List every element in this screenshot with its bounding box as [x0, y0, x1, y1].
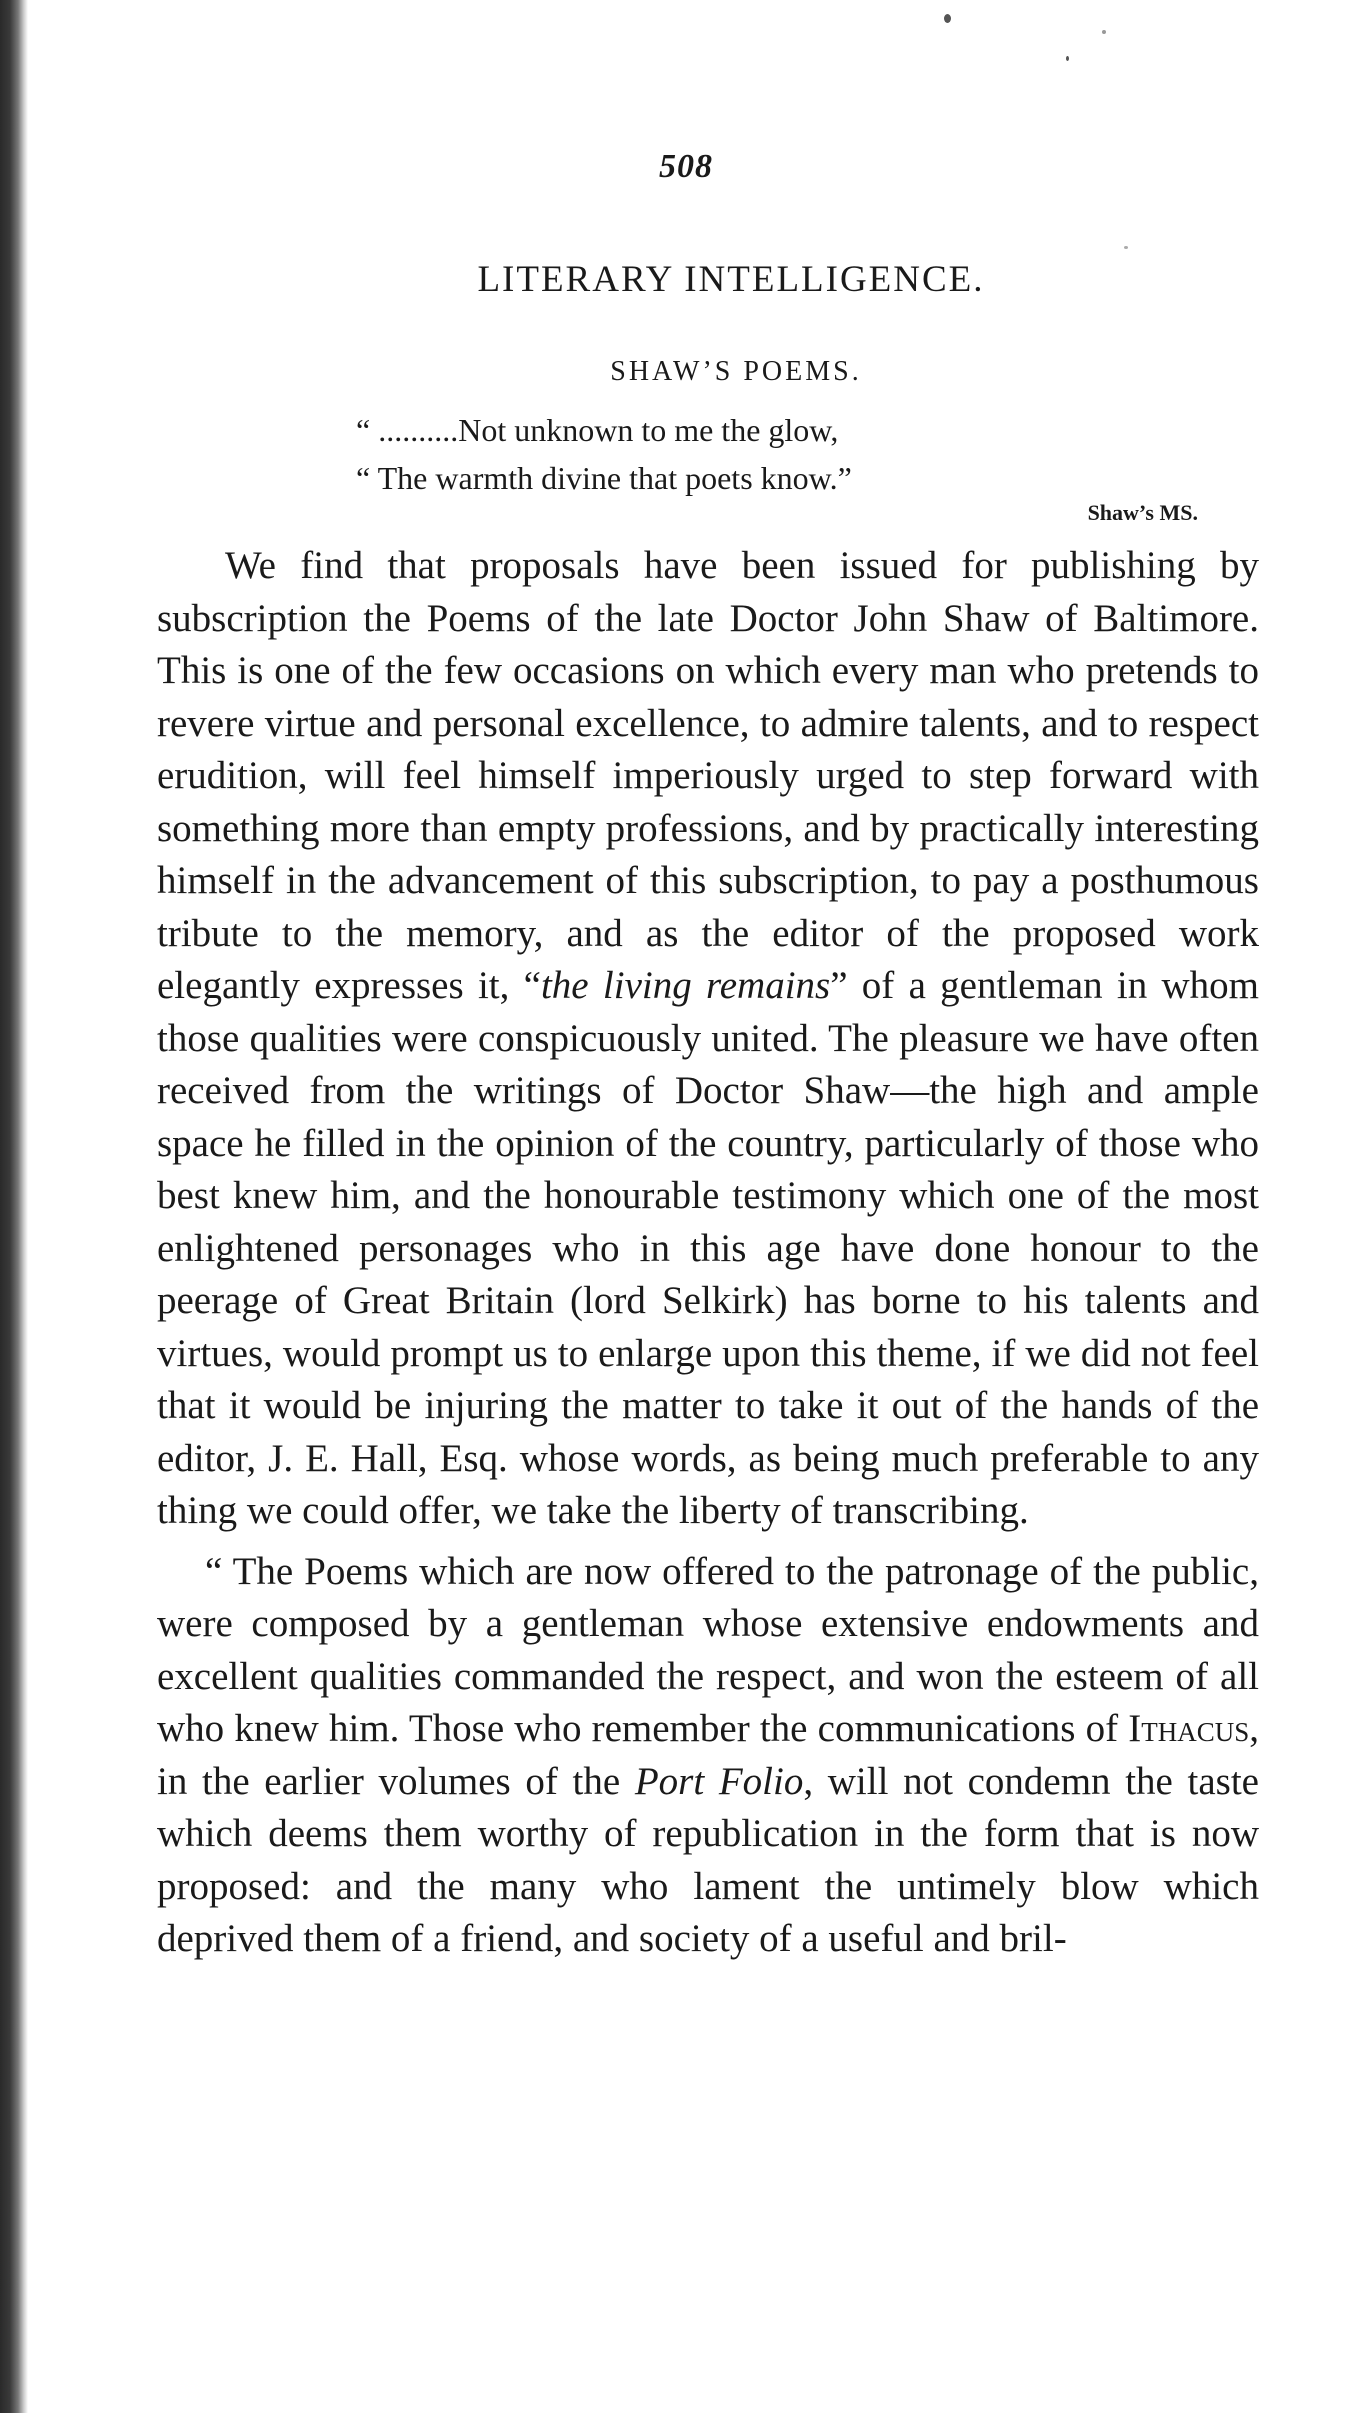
- article-title: SHAW’S POEMS.: [610, 356, 862, 387]
- print-speck: [1124, 246, 1128, 249]
- page-number: 508: [659, 148, 713, 185]
- print-speck: [1102, 30, 1106, 34]
- article-body: [157, 540, 1259, 1966]
- paragraph-1: [157, 540, 1259, 1538]
- epigraph-line-1: “ ..........Not unknown to me the glow,: [356, 412, 839, 448]
- paragraph-2: [157, 1546, 1259, 1966]
- publication-title: Port Folio: [634, 1759, 804, 1803]
- quoted-phrase: the living remains: [540, 964, 831, 1007]
- paragraph-2-text-a: “ The Poems which are now offered to the patronage of the public, were composed by a gentleman whose extensive endowments and excellent qualities commanded the respect, and won the esteem of all who knew him. Those who remember the communications of: [157, 1549, 1259, 1750]
- paragraph-2-text-b: , in the earlier volumes of the: [157, 1707, 1259, 1803]
- pseudonym: Ithacus: [1128, 1707, 1250, 1750]
- paragraph-1-text-a: We find that proposals have been issued for publishing by subscription the Poems of the late Doctor John Shaw of Baltimore. This is one of the few occasions on which every man who pretends to revere virtue and personal excellence, to admire talents, and to respect erudition, will feel himself imperiously urged to step forward with something more than empty professions, and by practically interesting himself in the advancement of this subscription, to pay a posthumous tribute to the memory, and as the editor of the proposed work elegantly expresses it, “: [157, 544, 1259, 1007]
- section-title: LITERARY INTELLIGENCE.: [477, 259, 985, 300]
- epigraph-line-2: “ The warmth divine that poets know.”: [356, 460, 852, 496]
- paragraph-2-text-c: , will not condemn the taste which deems them worthy of republication in the form that is now proposed: and the many who lament the untimely blow which deprived them of a friend, and society of a useful and bril-: [157, 1759, 1259, 1960]
- paragraph-1-text-b: ” of a gentleman in whom those qualities were conspicuously united. The pleasure we have often received from the writings of Doctor Shaw—the high and ample space he filled in the opinion of the country, particularly of those who best knew him, and the honourable testimony which one of the most enlightened personages who in this age have done honour to the peerage of Great Britain (lord Selkirk) has borne to his talents and virtues, would prompt us to enlarge upon this theme, if we did not feel that it would be injuring the matter to take it out of the hands of the editor, J. E. Hall, Esq. whose words, as being much preferable to any thing we could offer, we take the liberty of transcribing.: [157, 964, 1259, 1532]
- print-speck: [944, 14, 951, 23]
- epigraph: [356, 406, 1156, 502]
- epigraph-source: Shaw’s MS.: [1087, 500, 1198, 525]
- print-speck: [1066, 56, 1069, 61]
